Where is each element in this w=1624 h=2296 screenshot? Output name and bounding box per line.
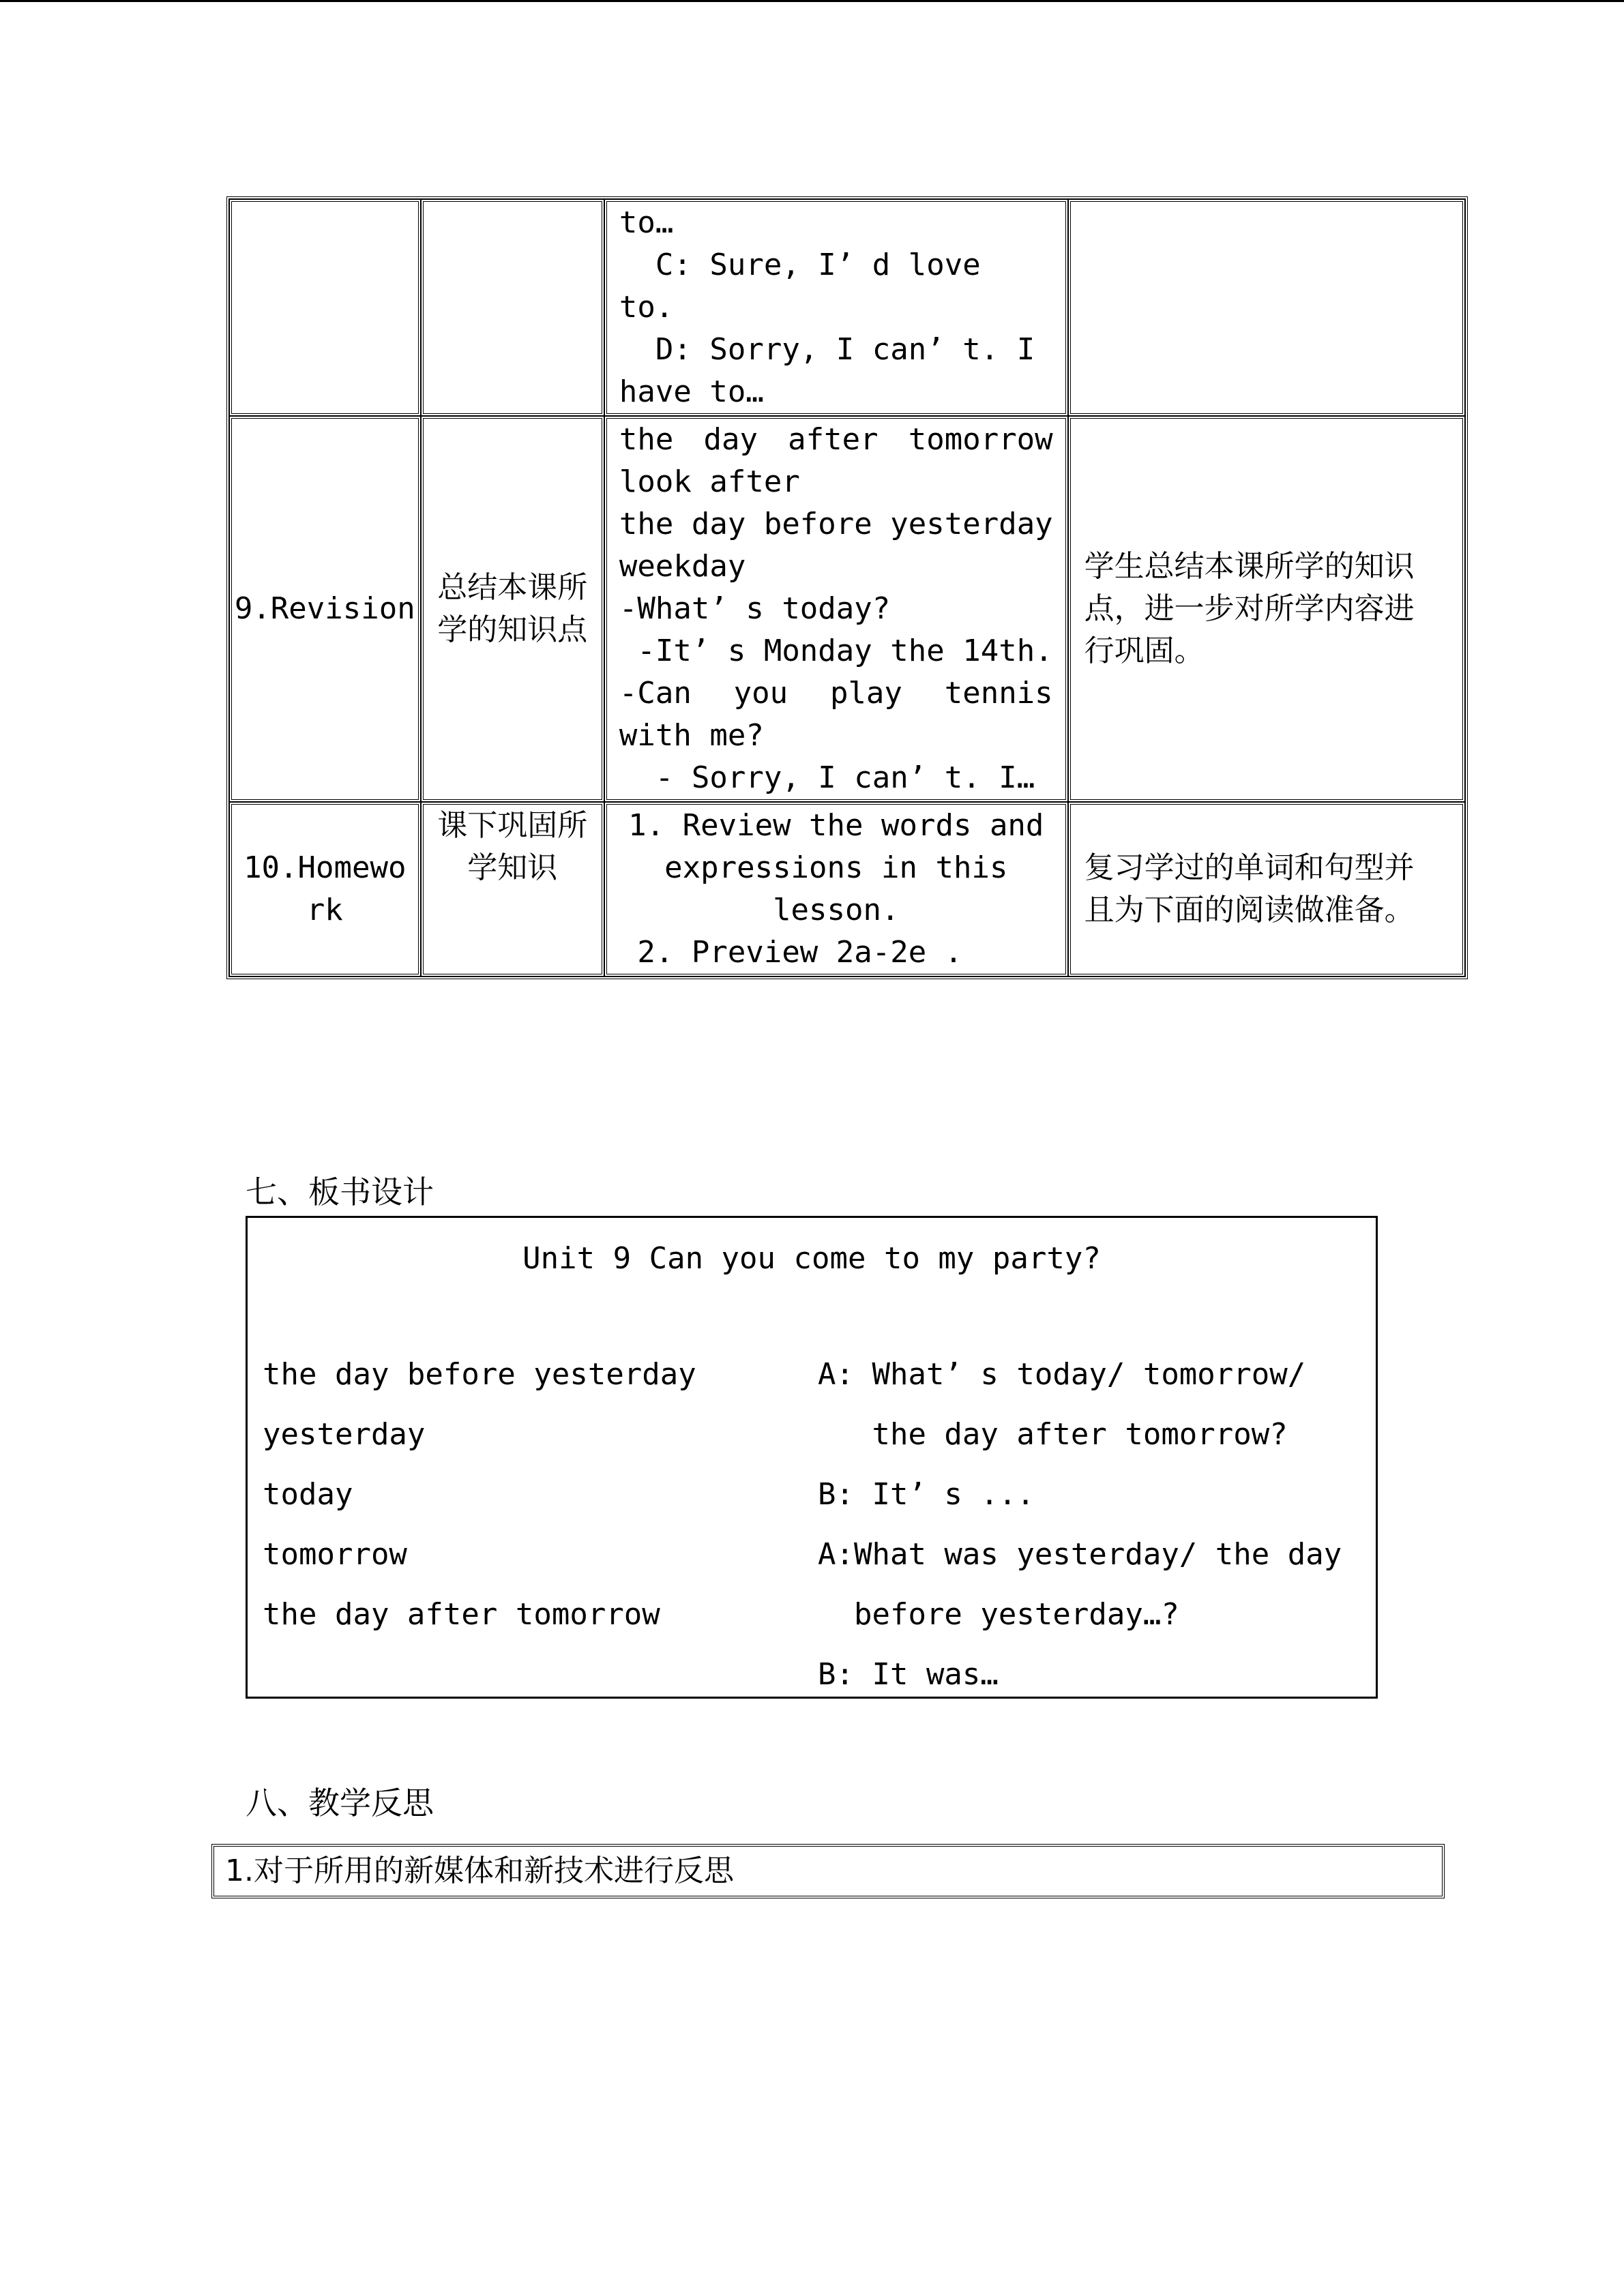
step-label: 9.Revision <box>234 591 415 626</box>
content-line: look after <box>619 464 800 499</box>
table-row <box>229 802 1465 976</box>
dialogue-line: A:What was yesterday/ the day <box>818 1537 1342 1572</box>
content-line: -It’ s Monday the 14th. <box>619 633 1053 668</box>
activity-cell <box>421 802 604 976</box>
reflection-heading: 八、教学反思 <box>246 1785 434 1821</box>
list-item: the day before yesterday <box>263 1357 696 1392</box>
purpose-line: 学生总结本课所学的知识 <box>1084 549 1415 584</box>
content-line: the day before yesterday <box>619 507 1053 541</box>
content-line: with me? <box>619 718 764 753</box>
purpose-line: 且为下面的阅读做准备。 <box>1084 893 1415 927</box>
step-label: 10.Homework <box>243 850 407 927</box>
page-top-border <box>0 0 1624 2</box>
dialogue-line: B: It’ s ... <box>818 1477 1035 1512</box>
content-line: have to… <box>619 374 764 409</box>
list-item: the day after tomorrow <box>263 1597 660 1632</box>
content-line: lesson. <box>773 893 900 927</box>
content-line: to. <box>619 290 674 325</box>
dialogue-line: the day after tomorrow? <box>818 1417 1288 1452</box>
content-cell <box>604 199 1068 416</box>
activity-line: 总结本课所 <box>437 570 588 605</box>
activity-cell <box>421 199 604 416</box>
list-item: tomorrow <box>263 1537 407 1572</box>
dialogue-line: B: It was… <box>818 1657 999 1692</box>
step-cell <box>229 802 421 976</box>
dialogue-line: before yesterday…? <box>818 1597 1179 1632</box>
content-line: expressions in this <box>664 850 1008 885</box>
content-cell <box>604 416 1068 802</box>
blackboard-design-box <box>246 1216 1378 1699</box>
step-cell <box>229 416 421 802</box>
activity-line: 课下巩固所 <box>437 808 588 843</box>
content-line: - Sorry, I can’ t. I… <box>619 760 1035 795</box>
table-row <box>229 199 1465 416</box>
purpose-cell <box>1068 802 1465 976</box>
content-cell <box>604 802 1068 976</box>
content-line: to… <box>619 205 674 240</box>
content-line: D: Sorry, I can’ t. I <box>619 332 1035 367</box>
content-line: weekday <box>619 549 746 584</box>
content-line: the day after tomorrow <box>619 422 1053 457</box>
table-row <box>229 416 1465 802</box>
reflection-item: 1.对于所用的新媒体和新技术进行反思 <box>225 1853 734 1888</box>
dialogue-line: A: What’ s today/ tomorrow/ <box>818 1357 1306 1392</box>
content-line: 2. Preview 2a-2e . <box>619 935 963 970</box>
step-cell <box>229 199 421 416</box>
list-item: yesterday <box>263 1417 426 1452</box>
purpose-line: 行巩固。 <box>1084 633 1205 668</box>
board-vocabulary-list <box>263 1354 696 1654</box>
activity-line: 学的知识点 <box>437 612 588 647</box>
reflection-box <box>211 1844 1445 1898</box>
list-item: today <box>263 1477 353 1512</box>
content-line: C: Sure, I’ d love <box>619 248 981 282</box>
board-design-heading: 七、板书设计 <box>246 1174 434 1210</box>
purpose-cell <box>1068 416 1465 802</box>
activity-cell <box>421 416 604 802</box>
purpose-line: 点，进一步对所学内容进 <box>1084 591 1415 626</box>
content-line: 1. Review the words and <box>628 808 1044 843</box>
content-line: -Can you play tennis <box>619 676 1053 711</box>
activity-line: 学知识 <box>467 850 558 885</box>
content-line: -What’ s today? <box>619 591 891 626</box>
board-dialogue <box>818 1354 1342 1714</box>
lesson-procedure-table <box>226 196 1468 979</box>
purpose-cell <box>1068 199 1465 416</box>
purpose-line: 复习学过的单词和句型并 <box>1084 850 1415 885</box>
board-title: Unit 9 Can you come to my party? <box>522 1241 1101 1276</box>
